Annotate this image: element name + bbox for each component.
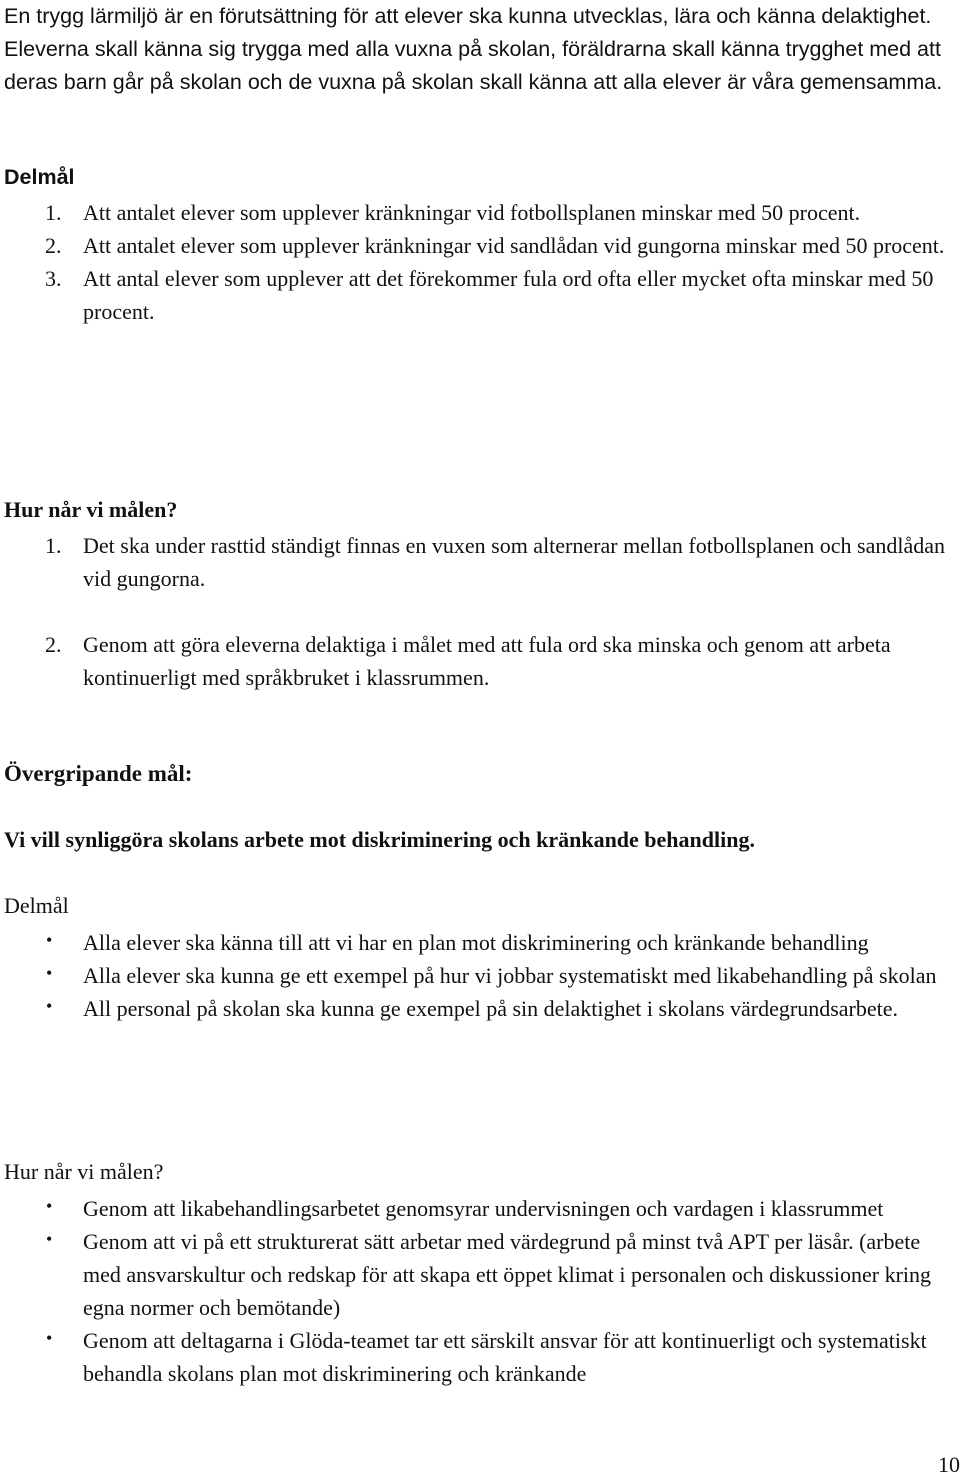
bullet-icon: • <box>46 930 53 950</box>
list-item <box>4 1192 954 1225</box>
list-marker: 1. <box>45 200 62 225</box>
list-item-text: Att antal elever som upplever att det förekommer fula ord ofta eller mycket ofta minskar med 50 procent. <box>83 266 934 324</box>
list-item-text: All personal på skolan ska kunna ge exempel på sin delaktighet i skolans värdegrundsarbete. <box>83 996 898 1021</box>
list-marker: 2. <box>45 233 62 258</box>
list-item <box>4 628 954 694</box>
list-item-text: Att antalet elever som upplever kränkningar vid sandlådan vid gungorna minskar med 50 procent. <box>83 233 945 258</box>
list-marker: 2. <box>45 632 62 657</box>
list-item-text: Det ska under rasttid ständigt finnas en vuxen som alternerar mellan fotbollsplanen och sandlådan vid gungorna. <box>83 533 946 591</box>
overarching-statement: Vi vill synliggöra skolans arbete mot diskriminering och kränkande behandling. <box>4 827 755 852</box>
how-list-2 <box>4 1192 954 1390</box>
list-item-text: Alla elever ska känna till att vi har en plan mot diskriminering och kränkande behandling <box>83 930 869 955</box>
delmal-list-2 <box>4 926 954 1025</box>
list-marker: 3. <box>45 266 62 291</box>
intro-paragraph: En trygg lärmiljö är en förutsättning för att elever ska kunna utvecklas, lära och känna delaktighet. Eleverna skall känna sig trygga med alla vuxna på skolan, föräldrarna skall känna trygghet med att deras barn går på skolan och de vuxna på skolan skall känna att alla elever är våra gemensamma. <box>4 4 943 94</box>
list-item <box>4 1225 954 1324</box>
list-item-text: Alla elever ska kunna ge ett exempel på hur vi jobbar systematiskt med likabehandling på skolan <box>83 963 937 988</box>
list-item <box>4 529 954 595</box>
how-heading-2: Hur når vi målen? <box>4 1159 164 1184</box>
how-list-1 <box>4 529 954 595</box>
list-item-text: Att antalet elever som upplever kränkningar vid fotbollsplanen minskar med 50 procent. <box>83 200 861 225</box>
list-item-text: Genom att deltagarna i Glöda-teamet tar ett särskilt ansvar för att kontinuerligt och systematiskt behandla skolans plan mot diskriminering och kränkande <box>83 1328 927 1386</box>
bullet-icon: • <box>46 1328 53 1348</box>
bullet-icon: • <box>46 996 53 1016</box>
delmal-heading-2: Delmål <box>4 893 69 918</box>
list-item-text: Genom att likabehandlingsarbetet genomsyrar undervisningen och vardagen i klassrummet <box>83 1196 884 1221</box>
how-list-1-continued <box>4 628 954 694</box>
list-item <box>4 926 954 959</box>
how-heading-1: Hur når vi målen? <box>4 497 178 522</box>
list-marker: 1. <box>45 533 62 558</box>
list-item <box>4 229 954 262</box>
list-item <box>4 992 954 1025</box>
bullet-icon: • <box>46 1196 53 1216</box>
list-item <box>4 262 954 328</box>
overarching-heading: Övergripande mål: <box>4 761 193 786</box>
list-item-text: Genom att vi på ett strukturerat sätt arbetar med värdegrund på minst två APT per läsår. (arbete med ansvarskultur och redskap för att skapa ett öppet klimat i personalen och diskussioner kring egna normer och bemötande) <box>83 1229 932 1320</box>
list-item <box>4 959 954 992</box>
list-item <box>4 1324 954 1390</box>
page-number: 10 <box>938 1452 960 1477</box>
list-item-text: Genom att göra eleverna delaktiga i målet med att fula ord ska minska och genom att arbeta kontinuerligt med språkbruket i klassrummen. <box>83 632 891 690</box>
delmal-list-1 <box>4 196 954 328</box>
document-page <box>4 0 954 1386</box>
list-item <box>4 196 954 229</box>
bullet-icon: • <box>46 963 53 983</box>
delmal-heading-1: Delmål <box>4 165 75 189</box>
bullet-icon: • <box>46 1229 53 1249</box>
